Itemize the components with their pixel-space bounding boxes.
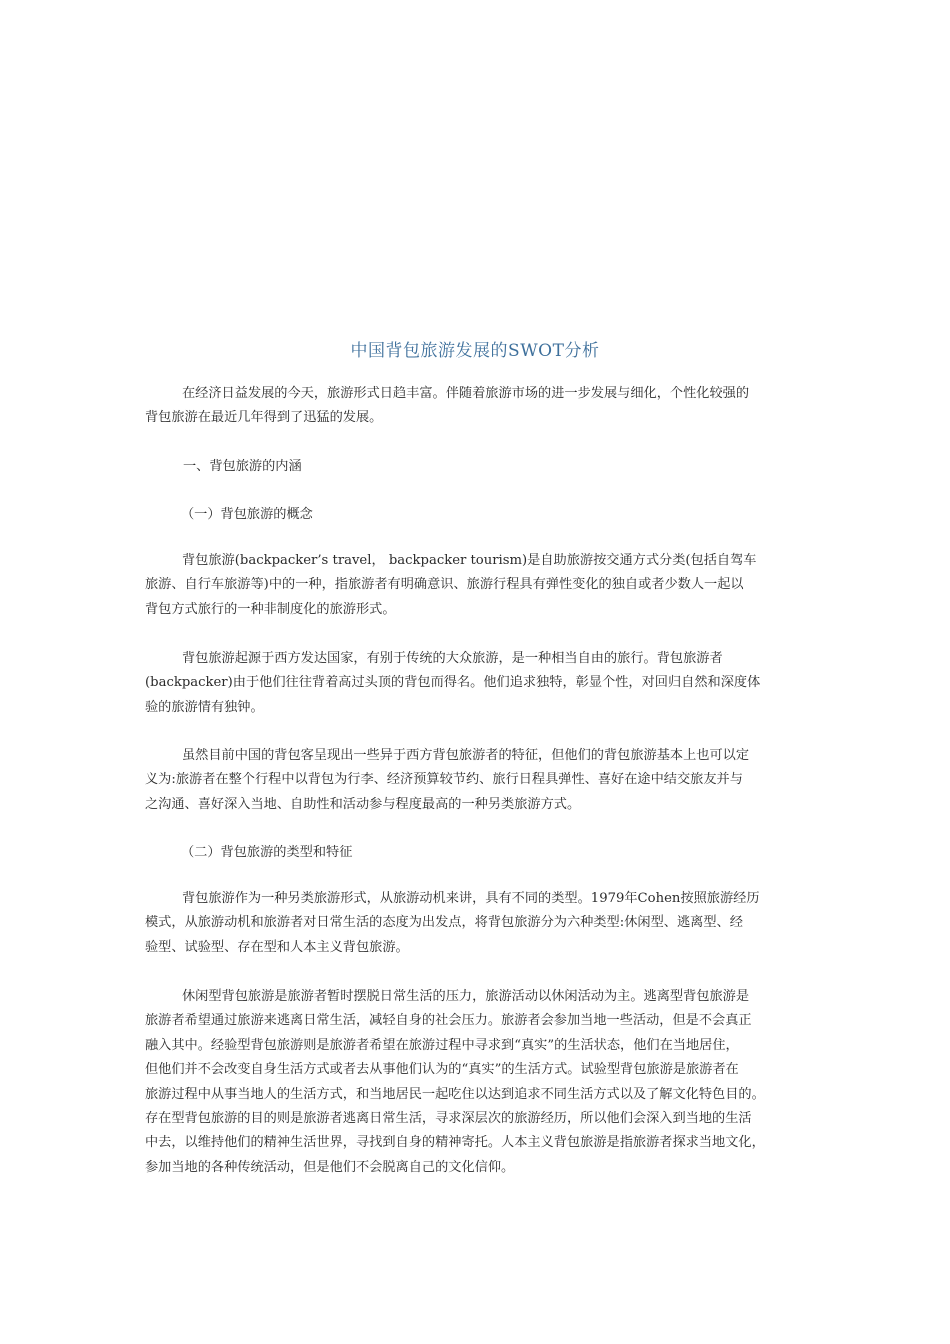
paragraph-line: 背包旅游(backpacker’s travel， backpacker tourism)是自助旅游按交通方式分类(包括自驾车	[182, 553, 757, 568]
section-heading: 一、背包旅游的内涵	[183, 459, 302, 474]
paragraph-line: 背包旅游作为一种另类旅游形式，从旅游动机来讲，具有不同的类型。1979年Cohen按照旅游经历	[182, 891, 760, 906]
paragraph-line: 验的旅游情有独钟。	[145, 699, 264, 715]
paragraph-line: 背包方式旅行的一种非制度化的旅游形式。	[145, 601, 396, 617]
paragraph-line: 参加当地的各种传统活动，但是他们不会脱离自己的文化信仰。	[145, 1159, 515, 1175]
paragraph-line: 虽然目前中国的背包客呈现出一些异于西方背包旅游者的特征，但他们的背包旅游基本上也可以定	[182, 748, 750, 763]
paragraph-line: 旅游者希望通过旅游来逃离日常生活，减轻自身的社会压力。旅游者会参加当地一些活动，但是不会真正	[145, 1013, 752, 1029]
concept-paragraph	[145, 549, 821, 622]
paragraph-line: 中去，以维持他们的精神生活世界，寻找到自身的精神寄托。人本主义背包旅游是指旅游者探求当地文化，	[145, 1135, 765, 1151]
china-paragraph	[145, 744, 821, 817]
paragraph-line: 义为:旅游者在整个行程中以背包为行李、经济预算较节约、旅行日程具弹性、喜好在途中结交旅友并与	[145, 772, 743, 788]
intro-paragraph	[145, 382, 821, 431]
paragraph-line: 但他们并不会改变自身生活方式或者去从事他们认为的“真实”的生活方式。试验型背包旅游是旅游者在	[145, 1062, 739, 1078]
paragraph-line: 背包旅游起源于西方发达国家，有别于传统的大众旅游，是一种相当自由的旅行。背包旅游者	[182, 651, 723, 666]
paragraph-line: 在经济日益发展的今天，旅游形式日趋丰富。伴随着旅游市场的进一步发展与细化，个性化较强的	[182, 386, 750, 401]
subsection-heading: （二）背包旅游的类型和特征	[181, 845, 353, 860]
paragraph-line: 之沟通、喜好深入当地、自助性和活动参与程度最高的一种另类旅游方式。	[145, 796, 581, 812]
details-paragraph	[145, 985, 821, 1180]
paragraph-line: 验型、试验型、存在型和人本主义背包旅游。	[145, 939, 409, 955]
document-title: 中国背包旅游发展的SWOT分析	[350, 341, 600, 361]
paragraph-line: 背包旅游在最近几年得到了迅猛的发展。	[145, 410, 383, 426]
paragraph-line: (backpacker)由于他们往往背着高过头顶的背包而得名。他们追求独特，彰显个性，对回归自然和深度体	[145, 675, 761, 691]
paragraph-line: 模式，从旅游动机和旅游者对日常生活的态度为出发点，将背包旅游分为六种类型:休闲型、逃离型、经	[145, 915, 743, 931]
paragraph-line: 旅游、自行车旅游等)中的一种，指旅游者有明确意识、旅游行程具有弹性变化的独自或者少数人一起以	[145, 577, 744, 593]
origin-paragraph	[145, 647, 821, 720]
paragraph-line: 融入其中。经验型背包旅游则是旅游者希望在旅游过程中寻求到“真实”的生活状态，他们在当地居住，	[145, 1037, 739, 1053]
paragraph-line: 休闲型背包旅游是旅游者暂时摆脱日常生活的压力，旅游活动以休闲活动为主。逃离型背包旅游是	[182, 989, 750, 1004]
types-paragraph	[145, 887, 821, 960]
paragraph-line: 旅游过程中从事当地人的生活方式，和当地居民一起吃住以达到追求不同生活方式以及了解文化特色目的。	[145, 1086, 765, 1102]
subsection-heading: （一）背包旅游的概念	[181, 507, 313, 522]
paragraph-line: 存在型背包旅游的目的则是旅游者逃离日常生活，寻求深层次的旅游经历，所以他们会深入到当地的生活	[145, 1111, 752, 1127]
